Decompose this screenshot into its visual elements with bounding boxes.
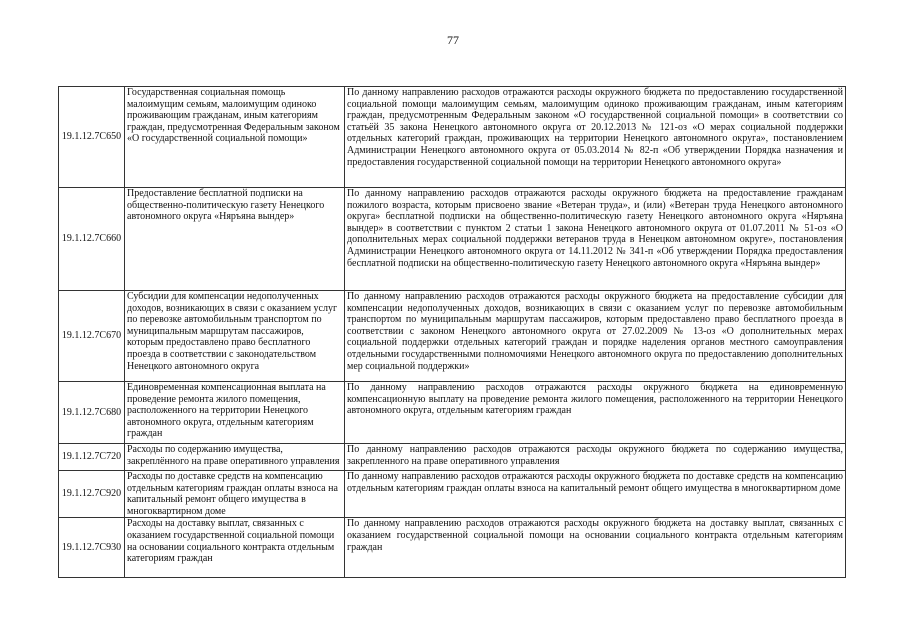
expenditure-table: [58, 86, 846, 578]
row-name: Расходы по содержанию имущества, закреплённого на праве оперативного управления: [125, 444, 345, 471]
row-name: Государственная социальная помощь малоимущим семьям, малоимущим одиноко проживающим гражданам, иным категориям граждан, предусмотренная Федеральным законом «О государственной социальной помощи»: [125, 87, 345, 188]
table-row: [59, 188, 846, 291]
table-row: [59, 471, 846, 518]
row-description: По данному направлению расходов отражаются расходы окружного бюджета по содержанию имущества, закрепленного на праве оперативного управления: [345, 444, 846, 471]
row-description: По данному направлению расходов отражаются расходы окружного бюджета на доставку выплат, связанных с оказанием государственной социальной помощи на основании социального контракта отдельным категориям граждан: [345, 518, 846, 578]
row-description: По данному направлению расходов отражаются расходы окружного бюджета на предоставление гражданам пожилого возраста, которым присвоено звание «Ветеран труда», и (или) «Ветеран труда Ненецкого автономного округа» бесплатной подписки на общественно-политическую газету Ненецкого автономного округа «Няръяна вындер» в соответствии с пунктом 2 статьи 1 закона Ненецкого автономного округа от 01.07.2011 № 51-оз «О дополнительных мерах социальной поддержки ветеранов труда в Ненецком автономном округе», постановления Администрации Ненецкого автономного округа от 14.11.2012 № 341-п «Об утверждении Порядка предоставления бесплатной подписки на общественно-политическую газету Ненецкого автономного округа «Няръяна вындер»: [345, 188, 846, 291]
table-row: [59, 291, 846, 382]
row-code: 19.1.12.7C670: [59, 291, 125, 382]
row-code: 19.1.12.7C680: [59, 382, 125, 444]
row-code: 19.1.12.7C720: [59, 444, 125, 471]
row-description: По данному направлению расходов отражаются расходы окружного бюджета на предоставление субсидии для компенсации недополученных доходов, возникающих в связи с оказанием услуг по перевозке автомобильным транспортом по муниципальным маршрутам пассажиров, которым предоставлено право бесплатного проезда в соответствии с законом Ненецкого автономного округа от 27.02.2009 № 13-оз «О дополнительных мерах социальной поддержки отдельных категорий граждан и порядке наделения органов местного самоуправления отдельными государственными полномочиями Ненецкого автономного округа по предоставлению дополнительных мер социальной поддержки»: [345, 291, 846, 382]
row-description: По данному направлению расходов отражаются расходы окружного бюджета на единовременную компенсационную выплату на проведение ремонта жилого помещения, расположенного на территории Ненецкого автономного округа, отдельным категориям граждан: [345, 382, 846, 444]
row-name: Субсидии для компенсации недополученных доходов, возникающих в связи с оказанием услуг по перевозке автомобильным транспортом по муниципальным маршрутам пассажиров, которым предоставлено право бесплатного проезда в соответствии с законодательством Ненецкого автономного округа: [125, 291, 345, 382]
row-code: 19.1.12.7C650: [59, 87, 125, 188]
row-code: 19.1.12.7C920: [59, 471, 125, 518]
row-name: Единовременная компенсационная выплата на проведение ремонта жилого помещения, расположенного на территории Ненецкого автономного округа, отдельным категориям граждан: [125, 382, 345, 444]
row-code: 19.1.12.7C660: [59, 188, 125, 291]
table-row: [59, 518, 846, 578]
row-name: Расходы по доставке средств на компенсацию отдельным категориям граждан оплаты взноса на капитальный ремонт общего имущества в многоквартирном доме: [125, 471, 345, 518]
page-number: 77: [447, 33, 459, 47]
row-description: По данному направлению расходов отражаются расходы окружного бюджета по доставке средств на компенсацию отдельным категориям граждан оплаты взноса на капитальный ремонт общего имущества в многоквартирном доме: [345, 471, 846, 518]
row-name: Предоставление бесплатной подписки на общественно-политическую газету Ненецкого автономного округа «Няръяна вындер»: [125, 188, 345, 291]
row-description: По данному направлению расходов отражаются расходы окружного бюджета по предоставлению государственной социальной помощи малоимущим семьям, малоимущим одиноко проживающим гражданам, иным категориям граждан, предусмотренным Федеральным законом «О государственной социальной помощи» в соответствии со статьёй 35 закона Ненецкого автономного округа от 20.12.2013 № 121-оз «О мерах социальной поддержки отдельных категорий граждан, проживающих на территории Ненецкого автономного округа», постановлением Администрации Ненецкого автономного округа от 05.03.2014 № 82-п «Об утверждении Порядка назначения и предоставления государственной социальной помощи на территории Ненецкого автономного округа»: [345, 87, 846, 188]
row-name: Расходы на доставку выплат, связанных с оказанием государственной социальной помощи на основании социального контракта отдельным категориям граждан: [125, 518, 345, 578]
table-row: [59, 87, 846, 188]
row-code: 19.1.12.7C930: [59, 518, 125, 578]
table-row: [59, 382, 846, 444]
table-row: [59, 444, 846, 471]
